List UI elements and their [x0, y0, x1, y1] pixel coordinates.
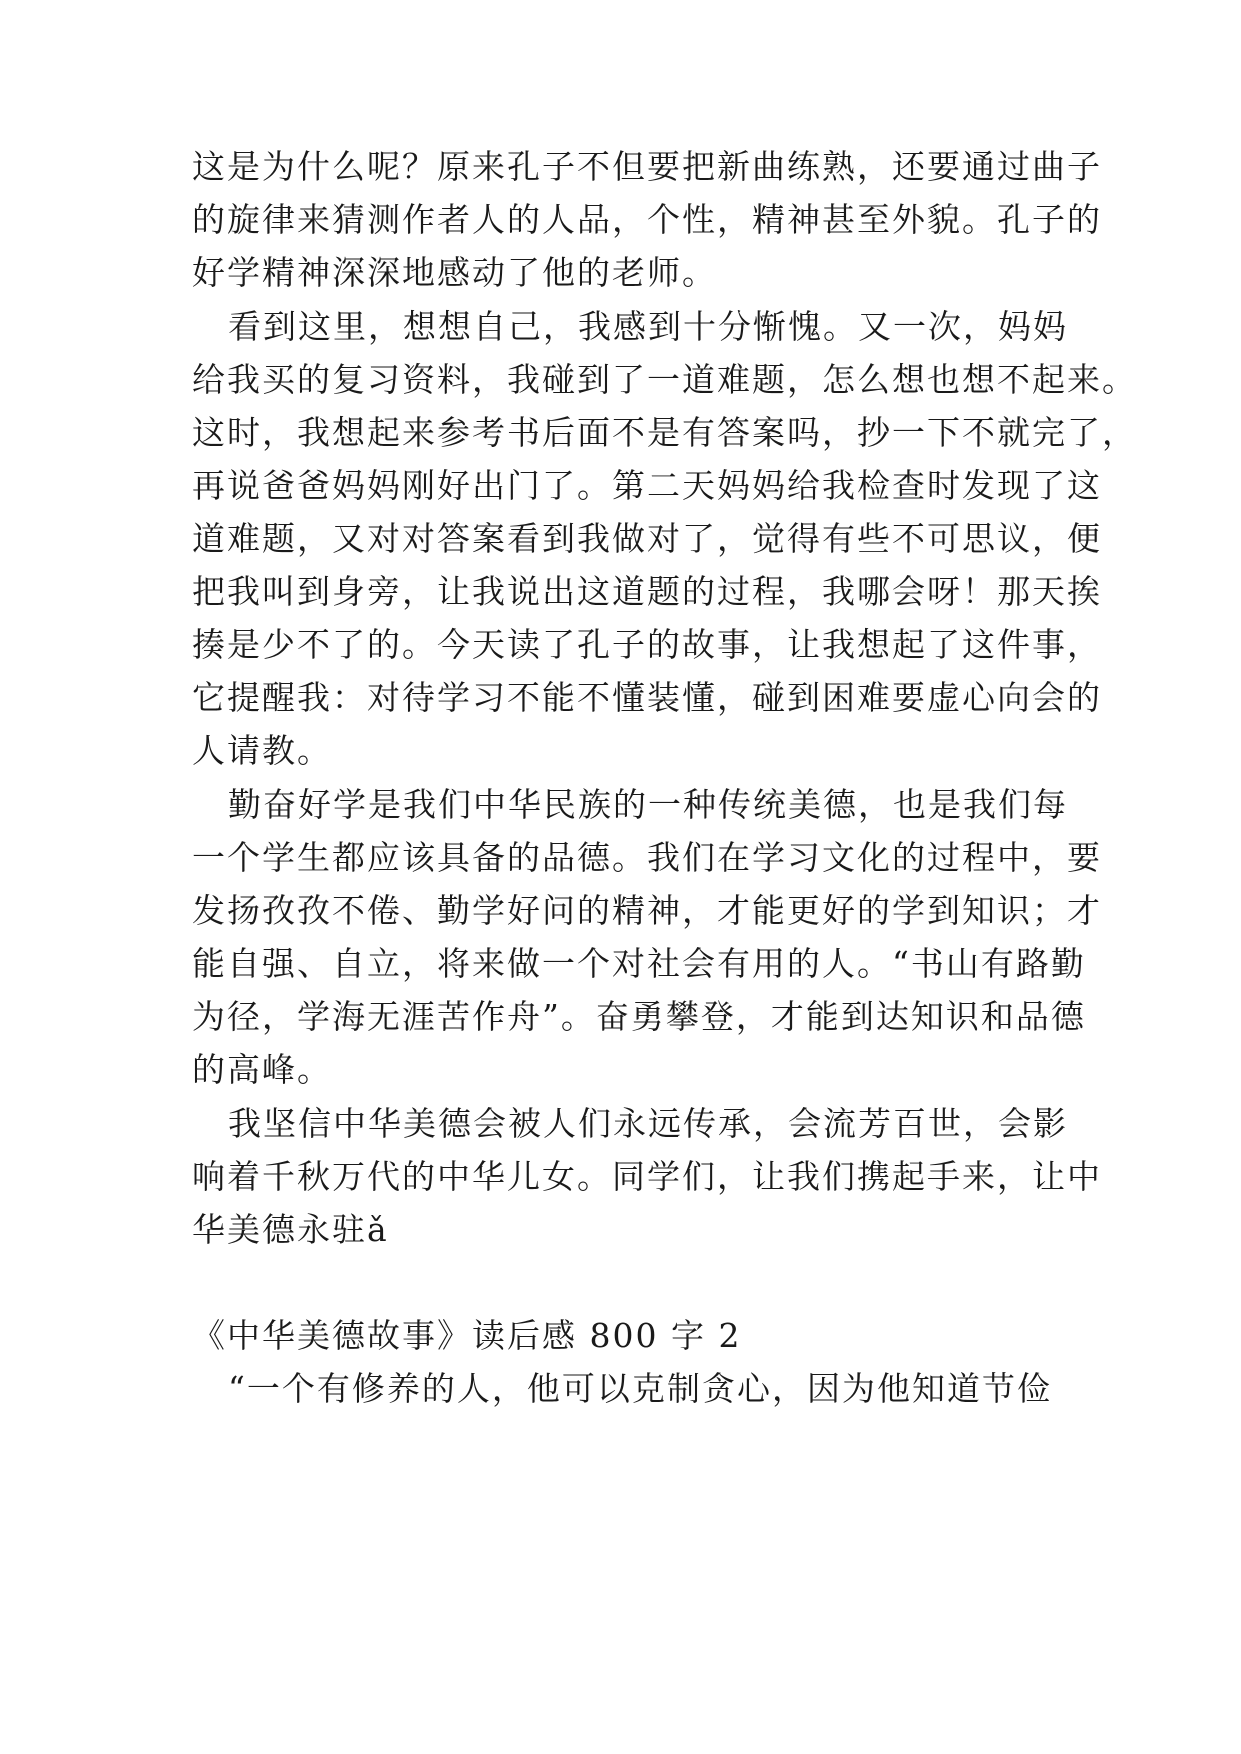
- text-line: 给我买的复习资料，我碰到了一道难题，怎么想也想不起来。: [192, 360, 1137, 399]
- text-line: 为径，学海无涯苦作舟”。奋勇攀登，才能到达知识和品德: [192, 997, 1086, 1036]
- paragraph-first-line: “一个有修养的人，他可以克制贪心，因为他知道节俭: [228, 1369, 1052, 1408]
- text-line: 能自强、自立，将来做一个对社会有用的人。“书山有路勤: [192, 944, 1086, 983]
- text-line: 人请教。: [192, 731, 332, 770]
- text-line: 好学精神深深地感动了他的老师。: [192, 253, 717, 292]
- text-line: 再说爸爸妈妈刚好出门了。第二天妈妈给我检查时发现了这: [192, 466, 1102, 505]
- text-line: 响着千秋万代的中华儿女。同学们，让我们携起手来，让中: [192, 1157, 1102, 1196]
- text-line: 揍是少不了的。今天读了孔子的故事，让我想起了这件事，: [192, 625, 1102, 664]
- text-line: 华美德永驻ǎ: [192, 1210, 389, 1249]
- paragraph-first-line: 看到这里，想想自己，我感到十分惭愧。又一次，妈妈: [228, 307, 1068, 346]
- text-line: 道难题，又对对答案看到我做对了，觉得有些不可思议，便: [192, 519, 1102, 558]
- text-line: 的旋律来猜测作者人的人品，个性，精神甚至外貌。孔子的: [192, 200, 1102, 239]
- paragraph-first-line: 勤奋好学是我们中华民族的一种传统美德，也是我们每: [228, 785, 1068, 824]
- text-line: 把我叫到身旁，让我说出这道题的过程，我哪会呀！那天挨: [192, 572, 1102, 611]
- paragraph-first-line: 我坚信中华美德会被人们永远传承，会流芳百世，会影: [228, 1104, 1068, 1143]
- text-line: 一个学生都应该具备的品德。我们在学习文化的过程中，要: [192, 838, 1102, 877]
- text-line: 这是为什么呢？原来孔子不但要把新曲练熟，还要通过曲子: [192, 147, 1102, 186]
- section-heading: 《中华美德故事》读后感 800 字 2: [192, 1316, 742, 1355]
- text-line: 的高峰。: [192, 1050, 332, 1089]
- text-line: 它提醒我：对待学习不能不懂装懂，碰到困难要虚心向会的: [192, 678, 1102, 717]
- text-line: 这时，我想起来参考书后面不是有答案吗，抄一下不就完了，: [192, 413, 1137, 452]
- text-line: 发扬孜孜不倦、勤学好问的精神，才能更好的学到知识；才: [192, 891, 1102, 930]
